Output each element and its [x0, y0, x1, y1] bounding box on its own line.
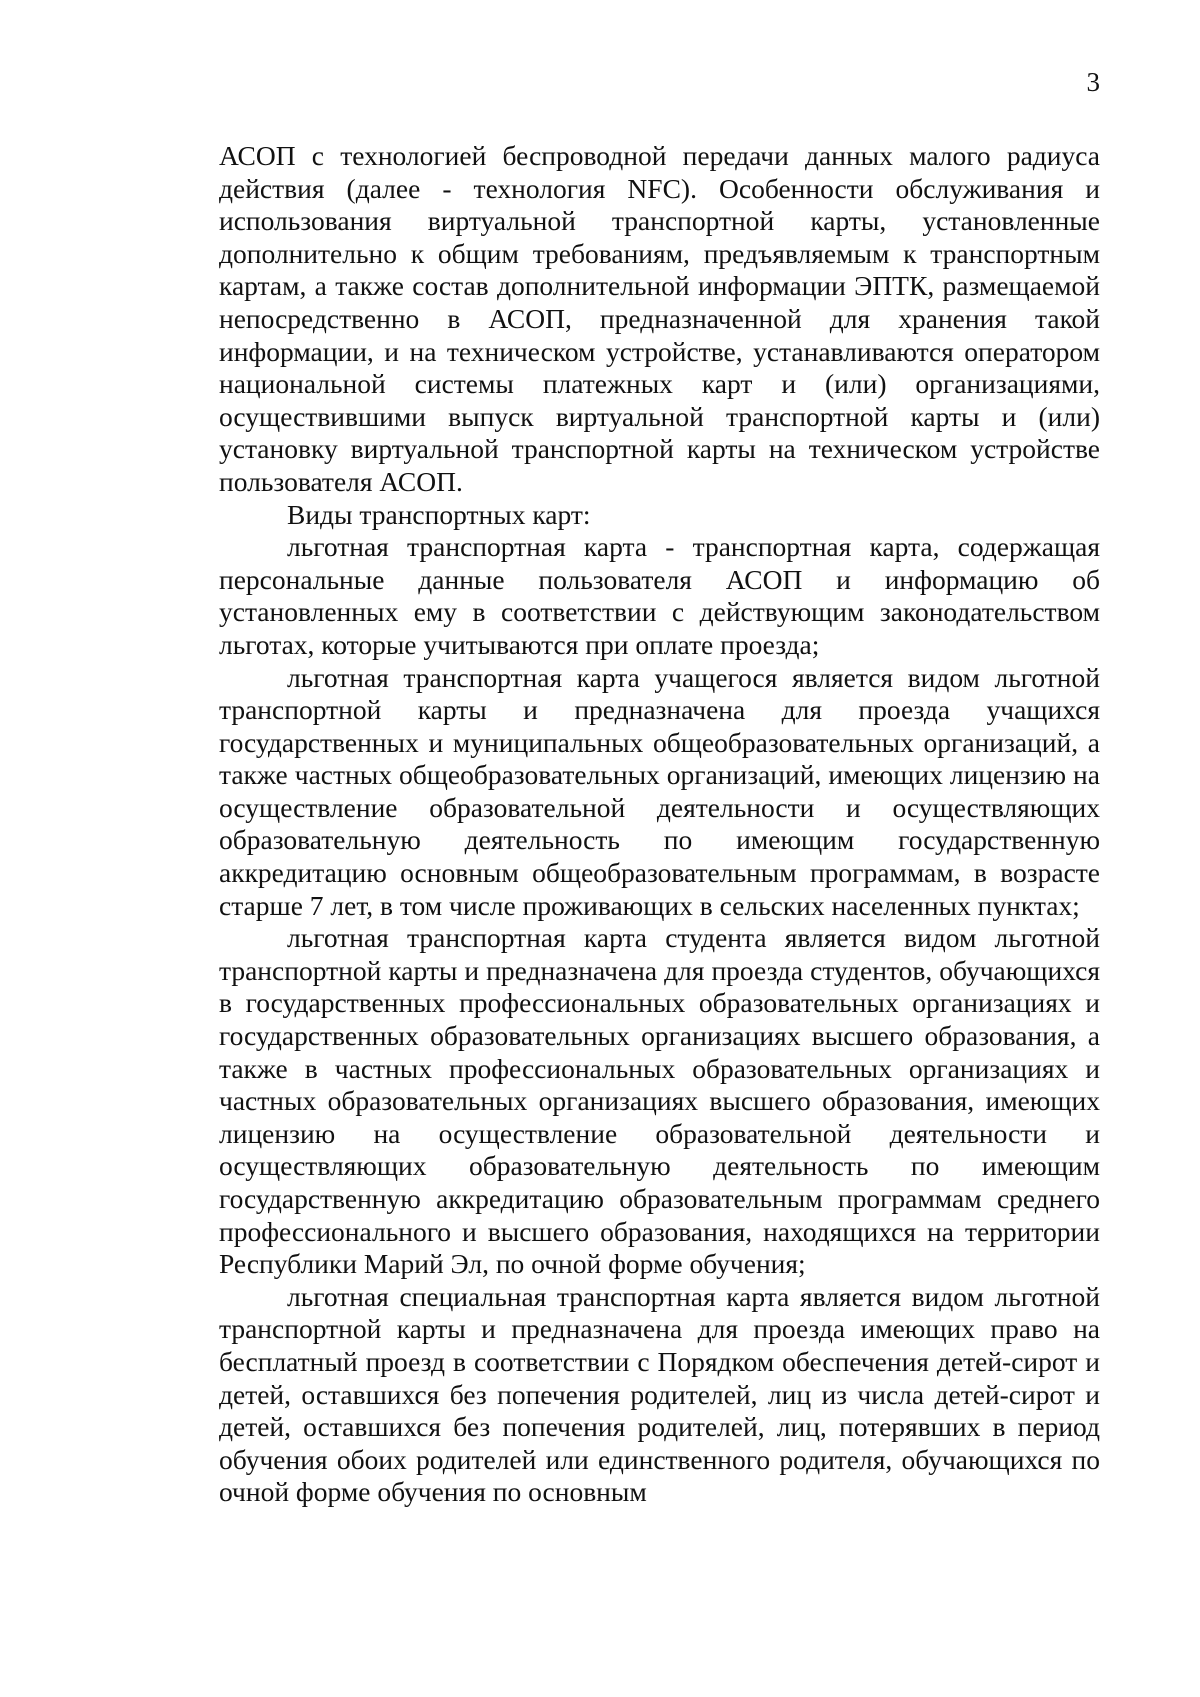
- paragraph-pupil-card: льготная транспортная карта учащегося является видом льготной транспортной карты и предназначена для проезда учащихся государственных и муниципальных общеобразовательных организаций, а также частных общеобразовательных организаций, имеющих лицензию на осуществление образовательной деятельности и осуществляющих образовательную деятельность по имеющим государственную аккредитацию основным общеобразовательным программам, в возрасте старше 7 лет, в том числе проживающих в сельских населенных пунктах;: [219, 661, 1100, 921]
- page-number: 3: [1086, 67, 1100, 97]
- paragraph-student-card: льготная транспортная карта студента является видом льготной транспортной карты и предназначена для проезда студентов, обучающихся в государственных профессиональных образовательных организациях и государственных образовательных организациях высшего образования, а также в частных профессиональных образовательных организациях и частных образовательных организациях высшего образования, имеющих лицензию на осуществление образовательной деятельности и осуществляющих образовательную деятельность по имеющим государственную аккредитацию образовательным программам среднего профессионального и высшего образования, находящихся на территории Республики Марий Эл, по очной форме обучения;: [219, 922, 1100, 1280]
- paragraph-special-card: льготная специальная транспортная карта является видом льготной транспортной карты и предназначена для проезда имеющих право на бесплатный проезд в соответствии с Порядком обеспечения детей-сирот и детей, оставшихся без попечения родителей, лиц из числа детей-сирот и детей, оставшихся без попечения родителей, лиц, потерявших в период обучения обоих родителей или единственного родителя, обучающихся по очной форме обучения по основным: [219, 1280, 1100, 1508]
- paragraph-card-types-heading: Виды транспортных карт:: [287, 498, 591, 530]
- document-body: [219, 140, 1100, 1509]
- paragraph-benefit-card: льготная транспортная карта - транспортная карта, содержащая персональные данные пользователя АСОП и информацию об установленных ему в соответствии с действующим законодательством льготах, которые учитываются при оплате проезда;: [219, 531, 1100, 660]
- paragraph-nfc-virtual-card: АСОП с технологией беспроводной передачи данных малого радиуса действия (далее - технология NFC). Особенности обслуживания и использования виртуальной транспортной карты, установленные дополнительно к общим требованиям, предъявляемым к транспортным картам, а также состав дополнительной информации ЭПТК, размещаемой непосредственно в АСОП, предназначенной для хранения такой информации, и на техническом устройстве, устанавливаются оператором национальной системы платежных карт и (или) организациями, осуществившими выпуск виртуальной транспортной карты и (или) установку виртуальной транспортной карты на техническом устройстве пользователя АСОП.: [219, 140, 1100, 497]
